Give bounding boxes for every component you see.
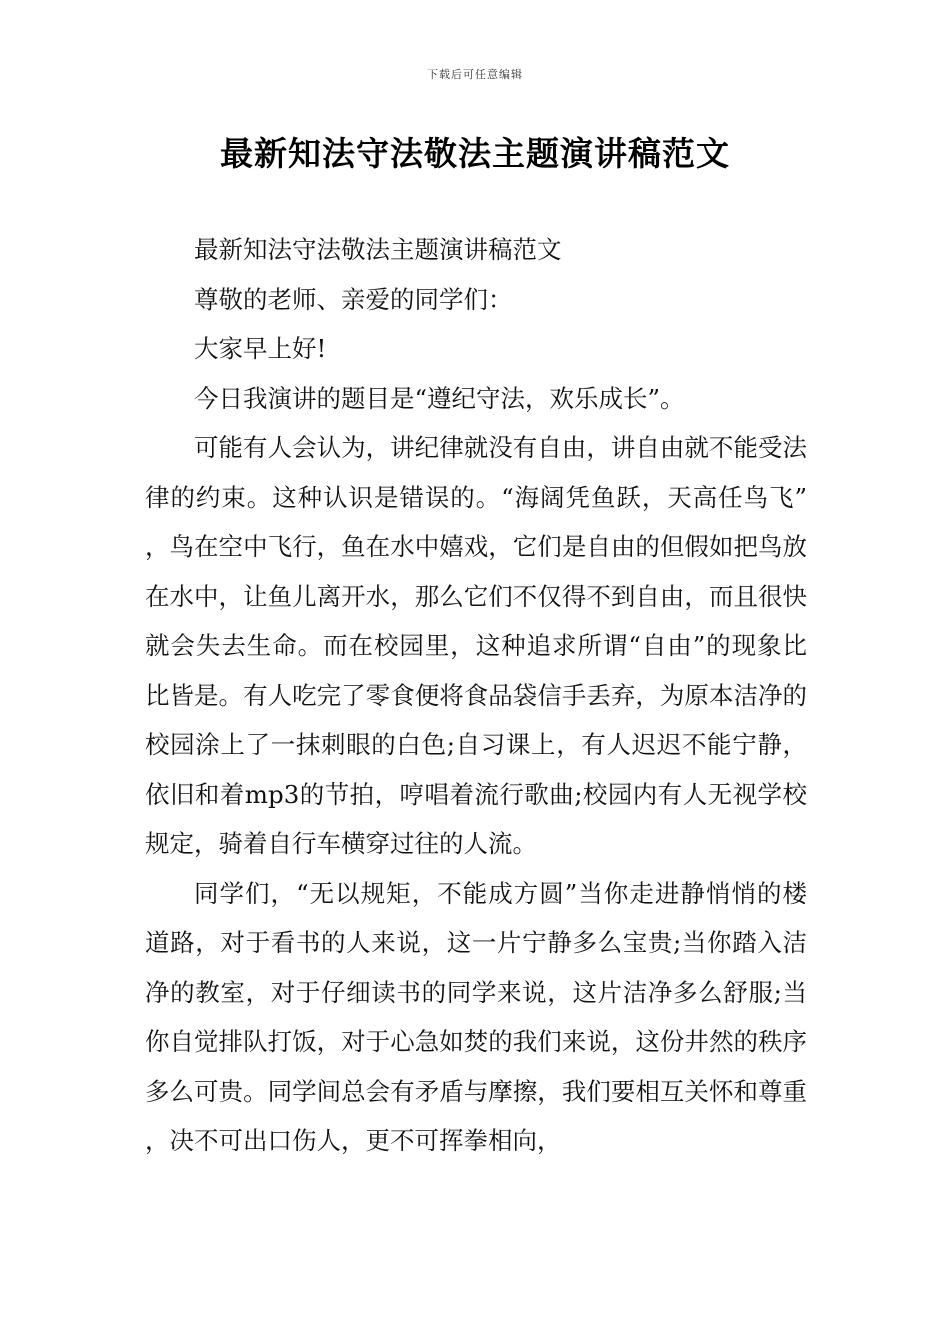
paragraph-rules: 同学们，“无以规矩，不能成方圆”当你走进静悄悄的楼道路，对于看书的人来说，这一片宁静多么宝贵;当你踏入洁净的教室，对于仔细读书的同学来说，这片洁净多么舒服;当你自觉排队打饭，对于心急如焚的我们来说，这份井然的秩序多么可贵。同学间总会有矛盾与摩擦，我们要相互关怀和尊重，决不可出口伤人，更不可挥拳相向， bbox=[145, 878, 807, 1155]
paragraph-freedom: 可能有人会认为，讲纪律就没有自由，讲自由就不能受法律的约束。这种认识是错误的。“海阔凭鱼跃，天高任鸟飞”，鸟在空中飞行，鱼在水中嬉戏，它们是自由的但假如把鸟放在水中，让鱼儿离开水，那么它们不仅得不到自由，而且很快就会失去生命。而在校园里，这种追求所谓“自由”的现象比比皆是。有人吃完了零食便将食品袋信手丢弃，为原本洁净的校园涂上了一抹刺眼的白色;自习课上，有人迟迟不能宁静，依旧和着mp3的节拍，哼唱着流行歌曲;校园内有人无视学校规定，骑着自行车横穿过往的人流。 bbox=[145, 433, 807, 858]
paragraph-greeting: 大家早上好! bbox=[194, 334, 327, 363]
document-title: 最新知法守法敬法主题演讲稿范文 bbox=[220, 134, 730, 173]
paragraph-subtitle: 最新知法守法敬法主题演讲稿范文 bbox=[194, 235, 562, 264]
paragraph-topic: 今日我演讲的题目是“遵纪守法，欢乐成长”。 bbox=[194, 383, 685, 413]
document-body bbox=[145, 225, 807, 1166]
header-note: 下载后可任意编辑 bbox=[427, 68, 523, 81]
paragraph-salutation: 尊敬的老师、亲爱的同学们： bbox=[194, 284, 513, 314]
